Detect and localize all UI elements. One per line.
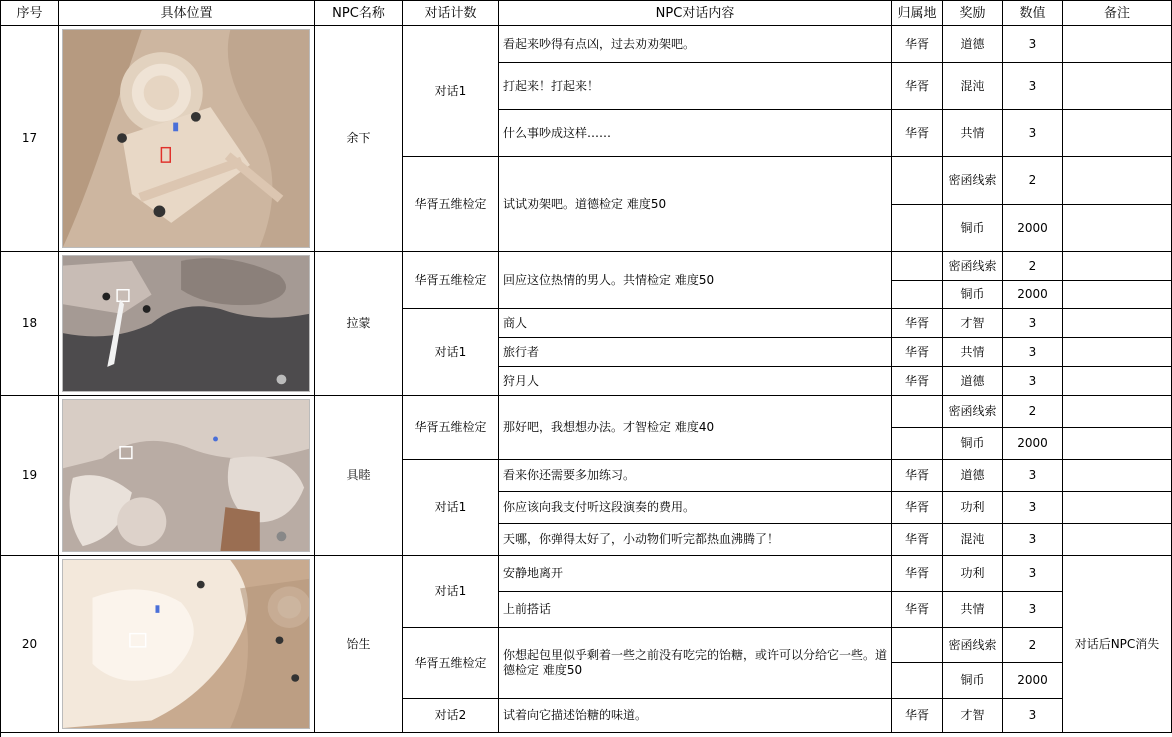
- region: 华胥: [892, 556, 943, 592]
- value: 3: [1003, 26, 1063, 63]
- note-cell: [1063, 460, 1172, 492]
- row-seq: 19: [1, 396, 59, 556]
- npc-name: 余下: [315, 26, 403, 252]
- value: 3: [1003, 699, 1063, 733]
- map-artwork: [63, 560, 309, 728]
- region: 华胥: [892, 26, 943, 63]
- dialogue-count: 对话1: [403, 556, 499, 628]
- note-cell: 对话后NPC消失: [1063, 556, 1172, 733]
- header-cell[interactable]: 数值: [1003, 1, 1063, 26]
- value: 3: [1003, 492, 1063, 524]
- dialogue-count: 华胥五维检定: [403, 252, 499, 309]
- dialogue-count: 华胥五维检定: [403, 628, 499, 699]
- value: 3: [1003, 367, 1063, 396]
- dialogue-text: 上前搭话: [499, 592, 892, 628]
- note-cell: [1063, 338, 1172, 367]
- reward: 道德: [943, 26, 1003, 63]
- dialogue-count: 对话1: [403, 460, 499, 556]
- note-cell: [1063, 157, 1172, 205]
- dialogue-text: 安静地离开: [499, 556, 892, 592]
- dialogue-text: 商人: [499, 309, 892, 338]
- value: 2000: [1003, 428, 1063, 460]
- row-seq: 20: [1, 556, 59, 733]
- region: [892, 428, 943, 460]
- region: 华胥: [892, 699, 943, 733]
- header-cell[interactable]: 奖励: [943, 1, 1003, 26]
- dialogue-text: 天哪，你弹得太好了，小动物们听完都热血沸腾了！: [499, 524, 892, 556]
- dialogue-text: 看来你还需要多加练习。: [499, 460, 892, 492]
- header-cell[interactable]: 具体位置: [59, 1, 315, 26]
- map-artwork: [63, 400, 309, 551]
- region: [892, 628, 943, 663]
- dialogue-text: 试试劝架吧。道德检定 难度50: [499, 157, 892, 252]
- reward: 铜币: [943, 663, 1003, 699]
- header-cell[interactable]: NPC对话内容: [499, 1, 892, 26]
- region: 华胥: [892, 492, 943, 524]
- value: 2000: [1003, 281, 1063, 309]
- value: 2000: [1003, 205, 1063, 252]
- reward: 共情: [943, 592, 1003, 628]
- row-seq: 18: [1, 252, 59, 396]
- dialogue-text: 试着向它描述饴糖的味道。: [499, 699, 892, 733]
- note-cell: [1063, 205, 1172, 252]
- note-cell: [1063, 428, 1172, 460]
- dialogue-text: 那好吧，我想想办法。才智检定 难度40: [499, 396, 892, 460]
- note-cell: [1063, 110, 1172, 157]
- value: 3: [1003, 592, 1063, 628]
- region: 华胥: [892, 110, 943, 157]
- dialogue-count: 对话2: [403, 699, 499, 733]
- region: 华胥: [892, 524, 943, 556]
- reward: 功利: [943, 492, 1003, 524]
- header-cell[interactable]: 归属地: [892, 1, 943, 26]
- npc-name: 具睦: [315, 396, 403, 556]
- note-cell: [1063, 26, 1172, 63]
- dialogue-text: 打起来！打起来！: [499, 63, 892, 110]
- region: [892, 205, 943, 252]
- region: [892, 396, 943, 428]
- region: [892, 157, 943, 205]
- note-cell: [1063, 396, 1172, 428]
- region: 华胥: [892, 338, 943, 367]
- reward: 功利: [943, 556, 1003, 592]
- value: 3: [1003, 110, 1063, 157]
- map-artwork: [63, 30, 309, 247]
- dialogue-text: 看起来吵得有点凶，过去劝劝架吧。: [499, 26, 892, 63]
- row-seq: 17: [1, 26, 59, 252]
- region: 华胥: [892, 367, 943, 396]
- note-cell: [1063, 252, 1172, 281]
- reward: 道德: [943, 367, 1003, 396]
- dialogue-count: 华胥五维检定: [403, 157, 499, 252]
- dialogue-text: 旅行者: [499, 338, 892, 367]
- location-map-image[interactable]: [62, 559, 310, 729]
- region: 华胥: [892, 309, 943, 338]
- header-cell[interactable]: NPC名称: [315, 1, 403, 26]
- dialogue-text: 狩月人: [499, 367, 892, 396]
- region: [892, 252, 943, 281]
- location-map-image[interactable]: [62, 399, 310, 552]
- header-cell[interactable]: 备注: [1063, 1, 1172, 26]
- reward: 道德: [943, 460, 1003, 492]
- note-cell: [1063, 281, 1172, 309]
- reward: 才智: [943, 699, 1003, 733]
- value: 3: [1003, 524, 1063, 556]
- npc-name: 拉蒙: [315, 252, 403, 396]
- reward: 混沌: [943, 524, 1003, 556]
- reward: 密函线索: [943, 157, 1003, 205]
- dialogue-text: 回应这位热情的男人。共情检定 难度50: [499, 252, 892, 309]
- region: 华胥: [892, 63, 943, 110]
- reward: 密函线索: [943, 252, 1003, 281]
- note-cell: [1063, 309, 1172, 338]
- reward: 才智: [943, 309, 1003, 338]
- npc-name: 饴生: [315, 556, 403, 733]
- dialogue-count: 华胥五维检定: [403, 396, 499, 460]
- value: 2: [1003, 252, 1063, 281]
- note-cell: [1063, 63, 1172, 110]
- dialogue-text: 你应该向我支付听这段演奏的费用。: [499, 492, 892, 524]
- dialogue-text: 你想起包里似乎剩着一些之前没有吃完的饴糖，或许可以分给它一些。道德检定 难度50: [499, 628, 892, 699]
- region: 华胥: [892, 460, 943, 492]
- location-map-image[interactable]: [62, 29, 310, 248]
- value: 3: [1003, 309, 1063, 338]
- note-cell: [1063, 367, 1172, 396]
- region: [892, 663, 943, 699]
- value: 3: [1003, 338, 1063, 367]
- reward: 密函线索: [943, 396, 1003, 428]
- value: 3: [1003, 556, 1063, 592]
- value: 3: [1003, 460, 1063, 492]
- value: 2: [1003, 396, 1063, 428]
- dialogue-count: 对话1: [403, 26, 499, 157]
- value: 2: [1003, 157, 1063, 205]
- value: 2000: [1003, 663, 1063, 699]
- reward: 铜币: [943, 281, 1003, 309]
- map-artwork: [63, 256, 309, 391]
- region: [892, 281, 943, 309]
- reward: 密函线索: [943, 628, 1003, 663]
- header-cell[interactable]: 对话计数: [403, 1, 499, 26]
- value: 2: [1003, 628, 1063, 663]
- dialogue-text: 什么事吵成这样……: [499, 110, 892, 157]
- reward: 混沌: [943, 63, 1003, 110]
- region: 华胥: [892, 592, 943, 628]
- reward: 共情: [943, 338, 1003, 367]
- reward: 铜币: [943, 428, 1003, 460]
- dialogue-count: 对话1: [403, 309, 499, 396]
- note-cell: [1063, 524, 1172, 556]
- reward: 共情: [943, 110, 1003, 157]
- reward: 铜币: [943, 205, 1003, 252]
- header-cell[interactable]: 序号: [1, 1, 59, 26]
- value: 3: [1003, 63, 1063, 110]
- location-map-image[interactable]: [62, 255, 310, 392]
- note-cell: [1063, 492, 1172, 524]
